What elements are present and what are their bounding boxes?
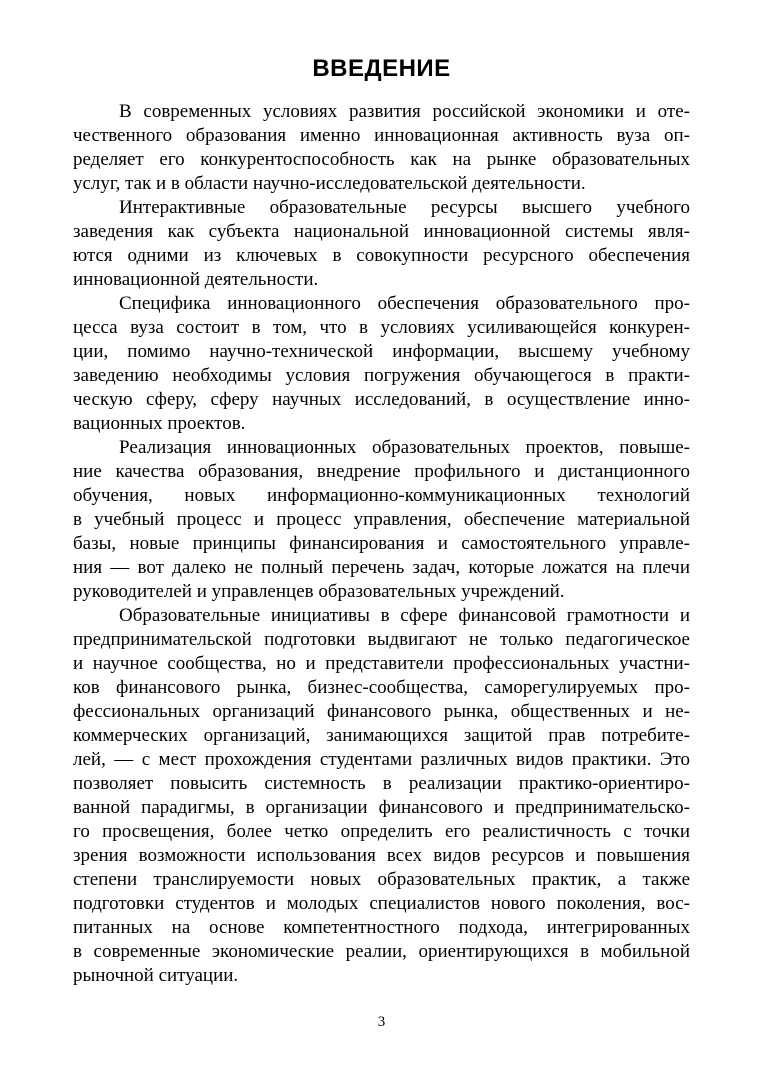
text-line: обучения, новых информационно-коммуникационных технологий xyxy=(73,485,690,506)
text-line: зрения возможности использования всех видов ресурсов и повышения xyxy=(73,845,690,866)
text-line: заведению необходимы условия погружения обучающегося в практи- xyxy=(73,365,690,386)
text-line: ческую сферу, сферу научных исследований, в осуществление инно- xyxy=(73,389,690,410)
text-line: позволяет повысить системность в реализации практико-ориентиро- xyxy=(73,773,690,794)
paragraph xyxy=(73,292,690,436)
text-line: Специфика инновационного обеспечения образовательного про- xyxy=(119,293,690,314)
text-line: го просвещения, более четко определить его реалистичность с точки xyxy=(73,821,690,842)
text-line: цесса вуза состоит в том, что в условиях усиливающейся конкурен- xyxy=(73,317,690,338)
document-page xyxy=(73,52,690,988)
text-line: руководителей и управленцев образовательных учреждений. xyxy=(73,581,565,602)
text-line: ванной парадигмы, в организации финансового и предпринимательско- xyxy=(73,797,690,818)
text-line: заведения как субъекта национальной инновационной системы явля- xyxy=(73,221,690,242)
paragraph xyxy=(73,604,690,988)
text-line: в современные экономические реалии, ориентирующихся в мобильной xyxy=(73,941,690,962)
paragraph xyxy=(73,100,690,196)
text-line: подготовки студентов и молодых специалистов нового поколения, вос- xyxy=(73,893,690,914)
paragraph xyxy=(73,436,690,604)
text-line: базы, новые принципы финансирования и самостоятельного управле- xyxy=(73,533,690,554)
page-number: 3 xyxy=(377,1014,386,1030)
text-line: и научное сообщества, но и представители профессиональных участни- xyxy=(73,653,690,674)
page-title: ВВЕДЕНИЕ xyxy=(312,55,451,82)
text-line: ков финансового рынка, бизнес-сообщества, саморегулируемых про- xyxy=(73,677,690,698)
text-line: вационных проектов. xyxy=(73,413,246,434)
text-line: ции, помимо научно-технической информации, высшему учебному xyxy=(73,341,690,362)
text-line: чественного образования именно инновационная активность вуза оп- xyxy=(73,125,690,146)
text-line: Образовательные инициативы в сфере финансовой грамотности и xyxy=(119,605,690,626)
text-line: в учебный процесс и процесс управления, обеспечение материальной xyxy=(73,509,690,530)
text-line: услуг, так и в области научно-исследовательской деятельности. xyxy=(73,173,586,194)
text-line: ния — вот далеко не полный перечень задач, которые ложатся на плечи xyxy=(73,557,690,578)
text-line: рыночной ситуации. xyxy=(73,965,239,986)
text-line: коммерческих организаций, занимающихся защитой прав потребите- xyxy=(73,725,690,746)
text-line: питанных на основе компетентностного подхода, интегрированных xyxy=(73,917,690,938)
text-line: фессиональных организаций финансового рынка, общественных и не- xyxy=(73,701,690,722)
text-line: инновационной деятельности. xyxy=(73,269,319,290)
text-line: степени транслируемости новых образовательных практик, а также xyxy=(73,869,690,890)
text-line: ются одними из ключевых в совокупности ресурсного обеспечения xyxy=(73,245,690,266)
text-line: Реализация инновационных образовательных проектов, повыше- xyxy=(119,437,690,458)
text-line: ределяет его конкурентоспособность как на рынке образовательных xyxy=(73,149,690,170)
body-text xyxy=(73,100,690,988)
paragraph xyxy=(73,196,690,292)
text-line: В современных условиях развития российской экономики и оте- xyxy=(119,101,690,122)
text-line: предпринимательской подготовки выдвигают не только педагогическое xyxy=(73,629,690,650)
text-line: Интерактивные образовательные ресурсы высшего учебного xyxy=(119,197,690,218)
text-line: лей, — с мест прохождения студентами различных видов практики. Это xyxy=(73,749,690,770)
text-line: ние качества образования, внедрение профильного и дистанционного xyxy=(73,461,690,482)
